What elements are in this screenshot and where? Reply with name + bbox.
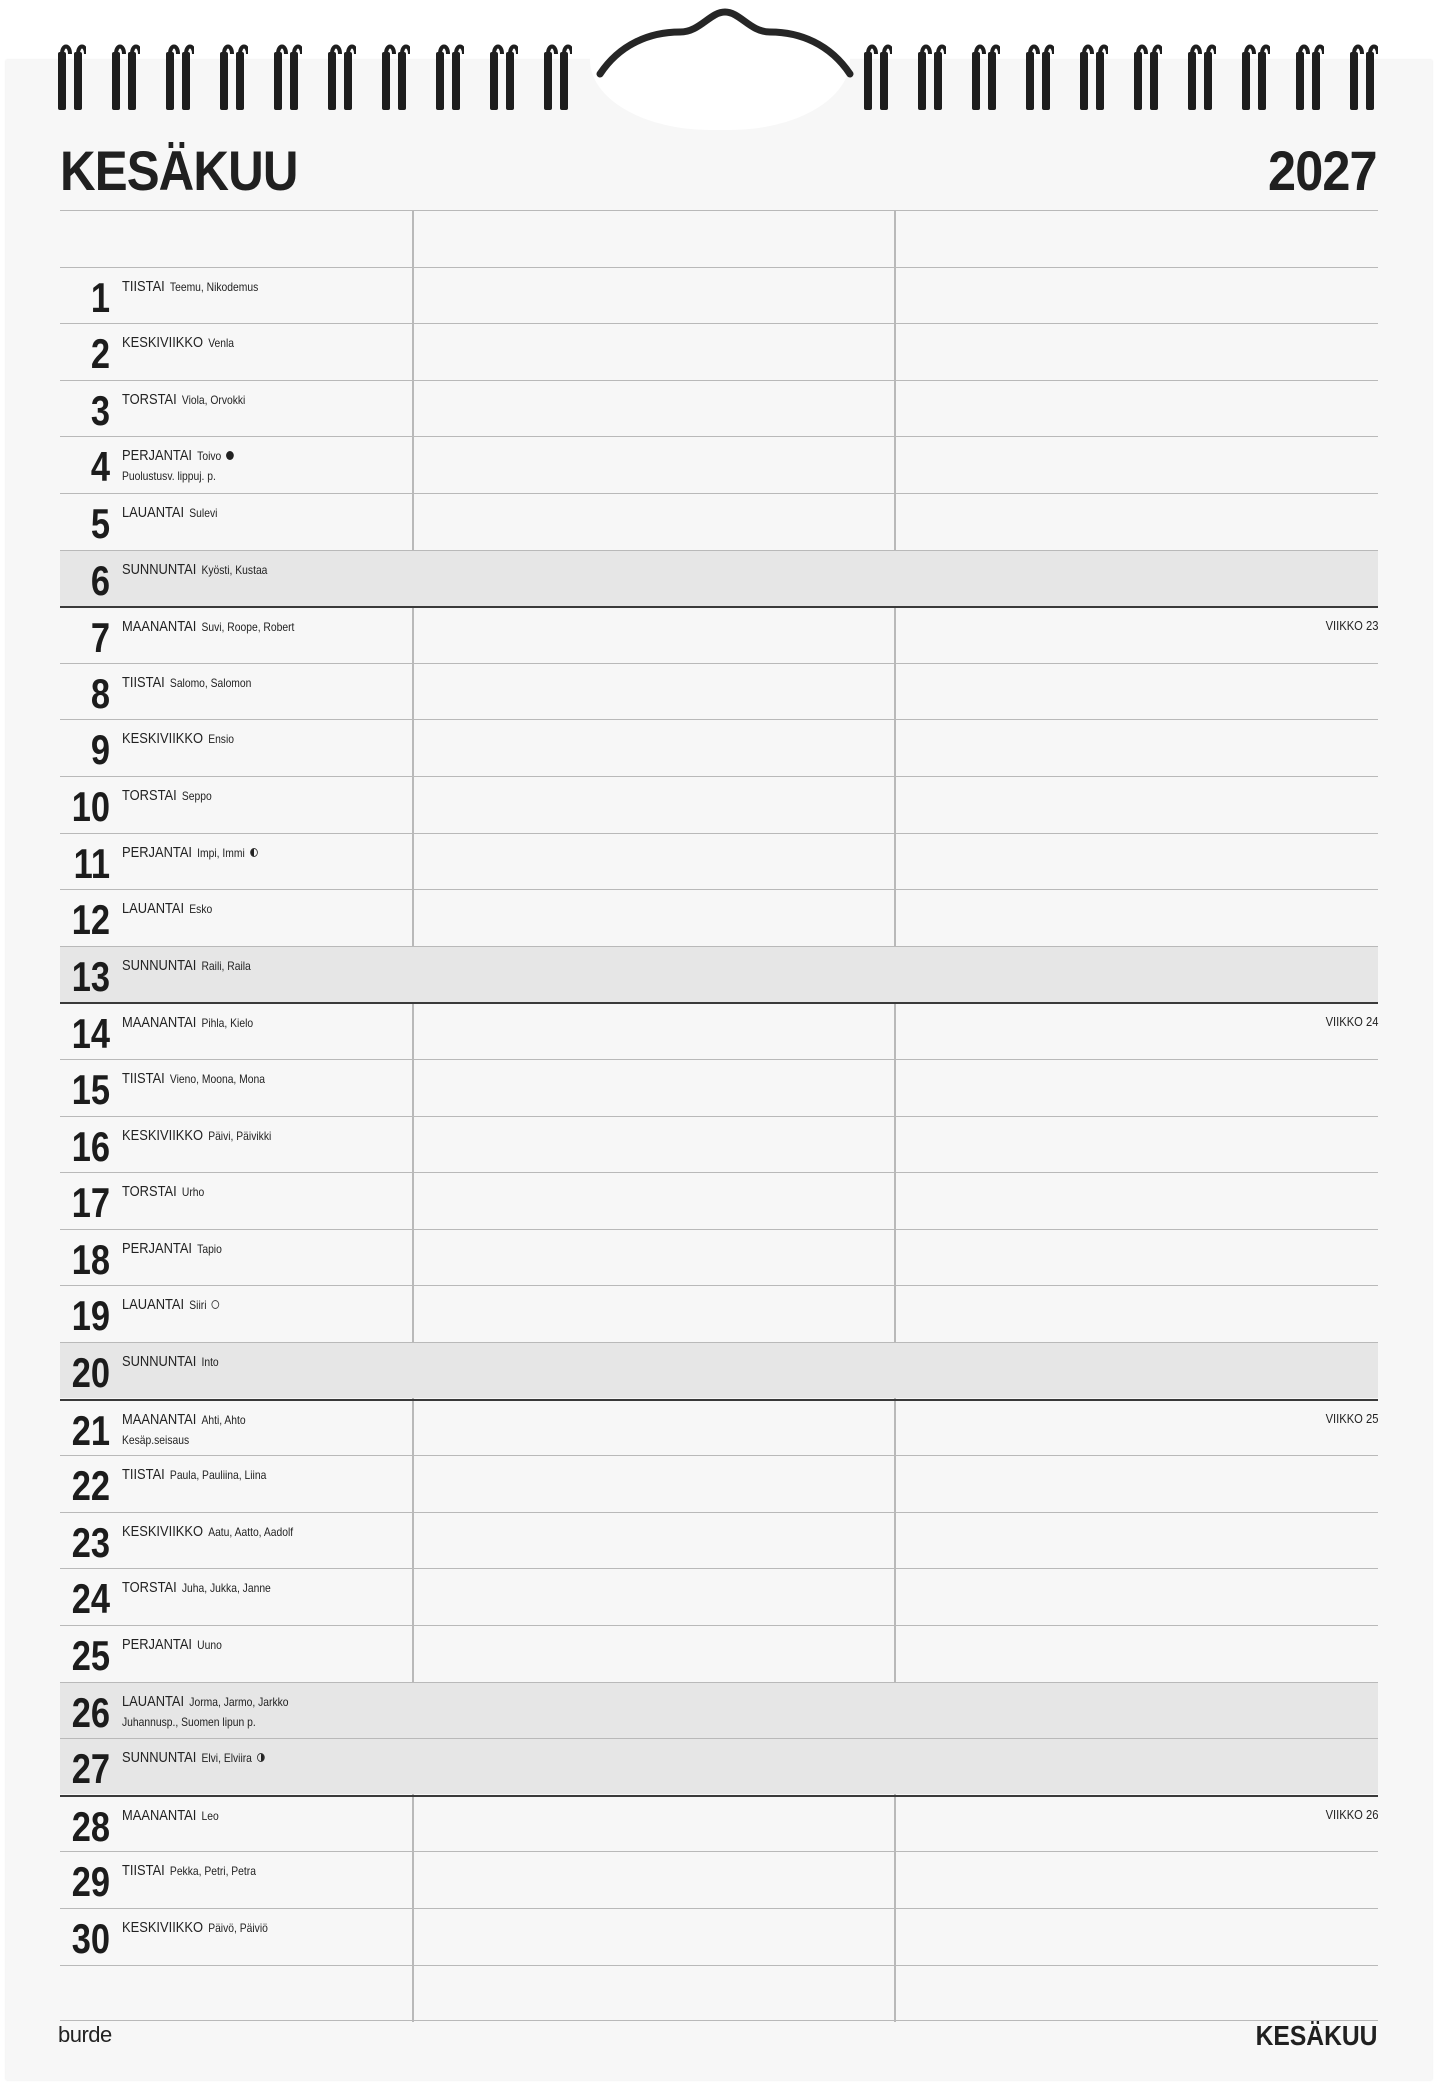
weekday-label: TORSTAI — [122, 787, 177, 804]
day-info — [122, 1182, 204, 1202]
day-number: 12 — [71, 896, 110, 944]
day-number: 3 — [90, 386, 110, 434]
binding-coil-icon — [862, 44, 892, 114]
name-day-names: Viola, Orvokki — [181, 392, 246, 407]
day-row — [60, 550, 1378, 606]
wire-binding-left — [56, 44, 576, 114]
day-row — [60, 1851, 1378, 1907]
binding-coil-icon — [1240, 44, 1270, 114]
day-number: 9 — [90, 726, 110, 774]
binding-coil-icon — [1186, 44, 1216, 114]
day-number: 10 — [71, 783, 110, 830]
day-info — [122, 729, 234, 749]
moon-phase-first-icon — [250, 848, 258, 857]
day-info — [122, 1806, 219, 1826]
weekday-label: KESKIVIIKKO — [122, 730, 204, 748]
day-row — [60, 1568, 1378, 1624]
day-row — [60, 1455, 1378, 1511]
day-row — [60, 323, 1378, 379]
day-info — [122, 390, 245, 410]
day-number: 18 — [71, 1235, 110, 1283]
moon-phase-full-icon — [226, 451, 234, 460]
name-day-names: Urho — [181, 1185, 205, 1200]
day-info — [122, 786, 212, 806]
name-day-names: Leo — [201, 1808, 219, 1823]
binding-coil-icon — [272, 44, 302, 114]
weekday-label: MAANANTAI — [122, 1806, 197, 1824]
wire-binding-right — [862, 44, 1382, 114]
weekday-label: MAANANTAI — [122, 1410, 197, 1428]
day-row — [60, 1625, 1378, 1681]
week-number-label: VIIKKO 23 — [1325, 618, 1378, 634]
day-info — [122, 1126, 271, 1146]
weekday-label: PERJANTAI — [122, 1636, 193, 1653]
binding-coil-icon — [380, 44, 410, 114]
day-info — [122, 277, 258, 297]
day-row — [60, 663, 1378, 719]
name-day-names: Aatu, Aatto, Aadolf — [208, 1524, 294, 1539]
day-row — [60, 493, 1378, 549]
day-number: 15 — [71, 1066, 110, 1113]
day-row — [60, 833, 1378, 889]
binding-coil-icon — [1132, 44, 1162, 114]
day-info — [122, 1239, 222, 1259]
name-day-names: Into — [201, 1355, 219, 1369]
weekday-label: TIISTAI — [122, 1466, 165, 1484]
name-day-names: Raili, Raila — [201, 958, 251, 973]
day-number: 8 — [90, 669, 110, 717]
header-row — [60, 210, 1378, 266]
name-day-names: Elvi, Elviira — [201, 1751, 252, 1766]
day-info — [122, 1522, 293, 1542]
name-day-names: Suvi, Roope, Robert — [201, 620, 295, 635]
week-number-label: VIIKKO 24 — [1325, 1014, 1378, 1030]
binding-coil-icon — [110, 44, 140, 114]
weekday-label: LAUANTAI — [122, 504, 185, 521]
day-number: 16 — [71, 1122, 110, 1170]
weekday-label: MAANANTAI — [122, 1014, 197, 1032]
month-title: KESÄKUU — [60, 139, 298, 202]
name-day-names: Seppo — [181, 789, 212, 803]
year-title: 2027 — [1268, 139, 1377, 202]
day-row — [60, 1002, 1378, 1058]
day-number: 6 — [90, 556, 110, 604]
day-info — [122, 1013, 253, 1033]
day-row — [60, 889, 1378, 945]
weekday-label: SUNNUNTAI — [122, 956, 197, 974]
weekday-label: LAUANTAI — [122, 900, 185, 918]
name-day-names: Päivi, Päivikki — [208, 1128, 272, 1143]
day-row — [60, 380, 1378, 436]
name-day-names: Impi, Immi — [197, 845, 245, 860]
name-day-names: Juha, Jukka, Janne — [181, 1581, 271, 1596]
day-number: 11 — [73, 839, 110, 887]
name-day-names: Uuno — [197, 1638, 222, 1652]
binding-coil-icon — [326, 44, 356, 114]
holiday-note: Juhannusp., Suomen lipun p. — [122, 1714, 256, 1729]
weekday-label: TIISTAI — [122, 1862, 165, 1880]
weekday-label: KESKIVIIKKO — [122, 1126, 204, 1144]
name-day-names: Esko — [189, 902, 213, 917]
day-row — [60, 1399, 1378, 1455]
day-row — [60, 436, 1378, 492]
binding-coil-icon — [56, 44, 86, 114]
binding-coil-icon — [1078, 44, 1108, 114]
weekday-label: LAUANTAI — [122, 1296, 185, 1314]
binding-coil-icon — [164, 44, 194, 114]
day-number: 22 — [71, 1462, 110, 1510]
day-row — [60, 1342, 1378, 1398]
day-number: 19 — [71, 1292, 110, 1340]
day-info — [122, 1352, 219, 1372]
day-row — [60, 1795, 1378, 1851]
weekday-label: PERJANTAI — [122, 1239, 193, 1257]
name-day-names: Paula, Pauliina, Liina — [169, 1468, 267, 1483]
day-number: 25 — [71, 1632, 110, 1679]
moon-phase-new-icon — [212, 1300, 220, 1309]
day-row — [60, 719, 1378, 775]
day-info — [122, 503, 217, 523]
day-number: 28 — [71, 1802, 110, 1850]
day-info — [122, 1918, 268, 1938]
week-number-label: VIIKKO 26 — [1325, 1806, 1378, 1822]
name-day-names: Venla — [208, 336, 235, 351]
footer-month: KESÄKUU — [1255, 2020, 1377, 2051]
name-day-names: Salomo, Salomon — [169, 675, 252, 690]
day-number: 5 — [90, 500, 110, 547]
day-info — [122, 446, 234, 486]
weekday-label: TIISTAI — [122, 673, 165, 691]
name-day-names: Toivo — [197, 449, 222, 464]
day-number: 29 — [71, 1858, 110, 1906]
calendar-grid — [60, 210, 1378, 2022]
weekday-label: PERJANTAI — [122, 843, 193, 861]
day-info — [122, 1295, 219, 1315]
weekday-label: KESKIVIIKKO — [122, 1919, 204, 1936]
day-number: 2 — [90, 330, 110, 378]
day-info — [122, 333, 234, 353]
weekday-label: KESKIVIIKKO — [122, 1522, 204, 1540]
day-number: 30 — [71, 1915, 110, 1962]
day-number: 20 — [71, 1349, 110, 1396]
day-row — [60, 1512, 1378, 1568]
day-number: 17 — [71, 1179, 110, 1227]
name-day-names: Pihla, Kielo — [201, 1016, 254, 1031]
weekday-label: TIISTAI — [122, 277, 165, 295]
day-number: 23 — [71, 1518, 110, 1566]
name-day-names: Teemu, Nikodemus — [169, 279, 259, 294]
day-info — [122, 617, 294, 637]
day-info — [122, 1465, 266, 1485]
name-day-names: Päivö, Päiviö — [208, 1921, 268, 1935]
name-day-names: Siiri — [189, 1298, 207, 1313]
day-row — [60, 946, 1378, 1002]
day-row — [60, 1172, 1378, 1228]
day-info — [122, 843, 258, 863]
day-row — [60, 1059, 1378, 1115]
weekday-label: TORSTAI — [122, 1579, 177, 1597]
day-number: 14 — [71, 1010, 110, 1058]
binding-coil-icon — [916, 44, 946, 114]
weekday-label: TORSTAI — [122, 1183, 177, 1201]
name-day-names: Ensio — [208, 732, 235, 747]
footer-row — [60, 1965, 1378, 2021]
day-row — [60, 1116, 1378, 1172]
day-info — [122, 1635, 222, 1655]
day-number: 1 — [90, 273, 110, 321]
day-number: 24 — [71, 1575, 110, 1623]
brand-logo: burde — [58, 2022, 112, 2047]
weekday-label: SUNNUNTAI — [122, 1749, 197, 1767]
day-row — [60, 267, 1378, 323]
day-info — [122, 1410, 246, 1450]
binding-coil-icon — [970, 44, 1000, 114]
day-row — [60, 606, 1378, 662]
weekday-label: SUNNUNTAI — [122, 1353, 197, 1370]
day-info — [122, 899, 212, 919]
day-row — [60, 1682, 1378, 1738]
holiday-note: Puolustusv. lippuj. p. — [122, 469, 216, 484]
binding-coil-icon — [434, 44, 464, 114]
weekday-label: MAANANTAI — [122, 618, 197, 636]
day-info — [122, 1861, 256, 1881]
day-info — [122, 1069, 265, 1089]
binding-coil-icon — [1024, 44, 1054, 114]
day-row — [60, 1908, 1378, 1964]
hanger-wire-icon — [590, 4, 860, 94]
day-number: 7 — [90, 614, 110, 662]
day-info — [122, 1578, 271, 1598]
name-day-names: Kyösti, Kustaa — [201, 562, 268, 577]
day-info — [122, 560, 267, 580]
name-day-names: Jorma, Jarmo, Jarkko — [189, 1694, 289, 1709]
day-row — [60, 776, 1378, 832]
day-number: 4 — [90, 443, 110, 491]
day-info — [122, 956, 251, 976]
binding-coil-icon — [488, 44, 518, 114]
binding-coil-icon — [218, 44, 248, 114]
day-number: 21 — [71, 1406, 110, 1454]
holiday-note: Kesäp.seisaus — [122, 1432, 190, 1447]
weekday-label: TORSTAI — [122, 390, 177, 408]
weekday-label: TIISTAI — [122, 1070, 165, 1087]
binding-coil-icon — [1348, 44, 1378, 114]
name-day-names: Pekka, Petri, Petra — [169, 1864, 256, 1879]
day-number: 26 — [71, 1688, 110, 1736]
name-day-names: Ahti, Ahto — [201, 1412, 246, 1427]
binding-coil-icon — [1294, 44, 1324, 114]
weekday-label: PERJANTAI — [122, 447, 193, 465]
name-day-names: Tapio — [197, 1241, 222, 1256]
weekday-label: KESKIVIIKKO — [122, 334, 204, 352]
week-number-label: VIIKKO 25 — [1325, 1410, 1378, 1426]
day-info — [122, 673, 251, 693]
day-number: 13 — [71, 952, 110, 1000]
day-row — [60, 1229, 1378, 1285]
weekday-label: LAUANTAI — [122, 1692, 185, 1710]
day-row — [60, 1285, 1378, 1341]
name-day-names: Vieno, Moona, Mona — [169, 1072, 265, 1086]
weekday-label: SUNNUNTAI — [122, 560, 197, 578]
day-row — [60, 1738, 1378, 1794]
day-number: 27 — [71, 1745, 110, 1793]
binding-coil-icon — [542, 44, 572, 114]
name-day-names: Sulevi — [189, 506, 218, 520]
day-info — [122, 1692, 289, 1732]
day-info — [122, 1748, 265, 1768]
moon-phase-last-icon — [257, 1753, 265, 1762]
